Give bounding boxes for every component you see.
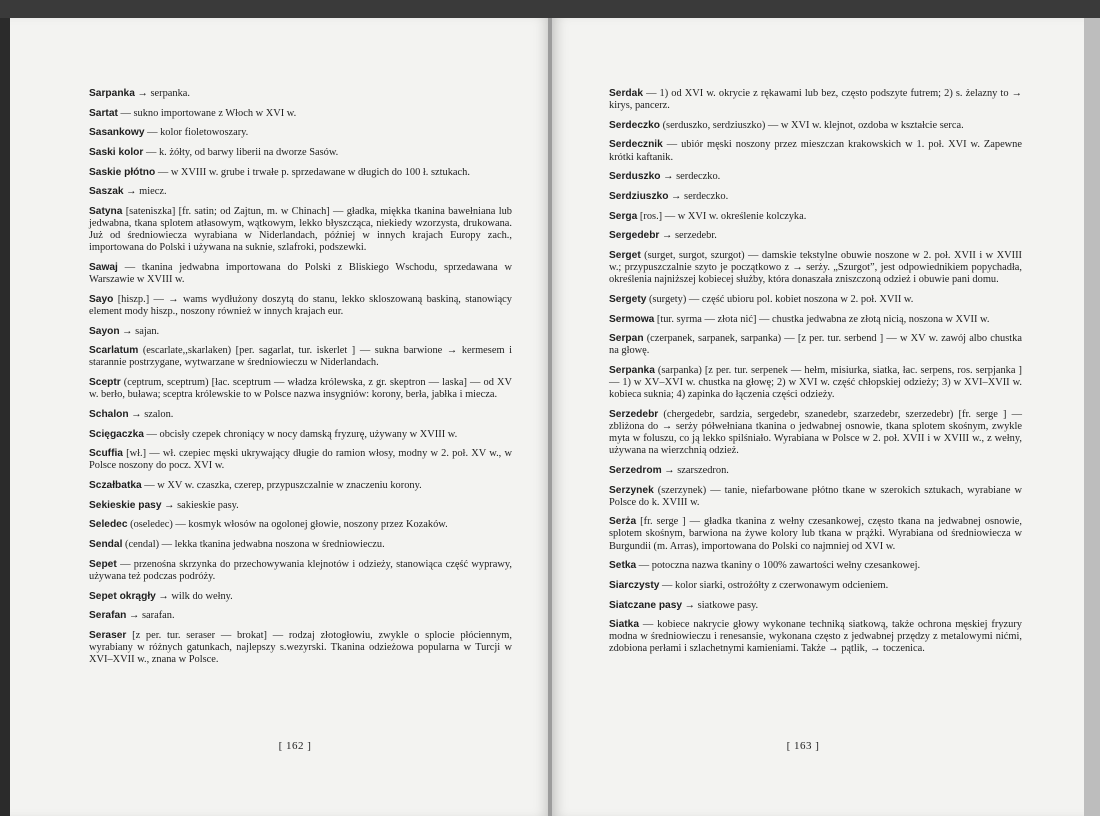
dictionary-entry [89, 630, 512, 666]
dictionary-entry [609, 516, 1022, 552]
entry-term: Serdecznik [609, 139, 663, 151]
entry-term: Sermowa [609, 313, 655, 325]
entry-term: Sarpanka [89, 88, 135, 99]
dictionary-entry [89, 409, 512, 421]
entry-term: Siatczane pasy [609, 599, 683, 611]
entry-definition: [hiszp.] — → wams wydłużony doszytą do stanu, lekko skloszowaną baskiną, stanowiący element mody hiszp., noszony również w innych krajach eur. [89, 293, 512, 317]
dictionary-entry [609, 333, 1022, 357]
entry-term: Serzedebr [609, 408, 659, 420]
entry-definition: (surget, surgot, szurgot) — damskie tekstylne obuwie noszone w 2. poł. XVII i w XVIII w.; przypuszczalnie szyto je początkowo z → serży. „Szurgot”, jest odpowiednikiem popychadła, określenia najniższej kobiecej służby, która donaszała zniszczoną odzież i obuwie pani domu. [609, 250, 1022, 286]
entry-definition: (szerzynek) — tanie, niefarbowane płótno tkane w szerokich sztukach, wyrabiane w Polsce do k. XVIII w. [609, 484, 1022, 508]
entry-definition: — k. żółty, od barwy liberii na dworze Sasów. [143, 147, 339, 159]
entry-definition: → wilk do wełny. [155, 590, 233, 602]
dictionary-entry [89, 88, 512, 100]
entry-definition: — ubiór męski noszony przez mieszczan krakowskich w 1. poł. XVI w. Zapewne krótki kaftanik. [609, 139, 1022, 163]
entry-definition: — kolor fioletowoszary. [144, 127, 249, 139]
entry-definition: (sarpanka) [z per. tur. serpenek — hełm, misiurka, siatka, łac. serpens, ros. serpjanka ] — 1) w XV–XVI w. chustka na głowę; 2) w XVI w. część chłopskiej odzieży; 3) w XVI–XVII w. kobieca suknia; 4) zapinka do łączenia części odzieży. [609, 365, 1022, 401]
entry-term: Scarlatum [89, 345, 139, 357]
left-column [89, 88, 512, 674]
entry-definition: — w XVIII w. grube i trwałe p. sprzedawane w długich do 100 ł. sztukach. [155, 166, 470, 178]
entry-definition: — obcisły czepek chroniący w nocy damską fryzurę, używany w XVIII w. [143, 428, 458, 440]
left-page [10, 18, 550, 816]
entry-definition: — w XV w. czaszka, czerep, przypuszczalnie w znaczeniu korony. [141, 480, 422, 492]
entry-definition: — przenośna skrzynka do przechowywania klejnotów i odzieży, stanowiąca część wyprawy, używana też podczas podróży. [89, 558, 512, 582]
dictionary-entry [609, 600, 1022, 612]
entry-term: Serafan [89, 610, 127, 622]
entry-definition: (czerpanek, sarpanek, sarpanka) — [z per. tur. serbend ] — w XV w. zawój albo chustka na głowę. [609, 333, 1022, 357]
entry-definition: → szarszedron. [661, 464, 729, 476]
dictionary-entry [89, 294, 512, 318]
entry-term: Sasankowy [89, 127, 145, 139]
entry-term: Serpanka [609, 365, 655, 377]
entry-definition: → sarafan. [126, 610, 175, 622]
entry-definition: (cendal) — lekka tkanina jedwabna noszona w średniowieczu. [122, 539, 385, 551]
dictionary-entry [609, 409, 1022, 457]
entry-term: Sepet [89, 558, 117, 570]
dictionary-entry [89, 519, 512, 531]
right-column [609, 88, 1022, 663]
entry-definition: → sajan. [119, 325, 160, 337]
dictionary-entry [609, 365, 1022, 401]
entry-term: Serzedrom [609, 464, 662, 476]
entry-definition: [wł.] — wł. czepiec męski ukrywający długie do ramion włosy, modny w 2. poł. XV w., w Polsce noszony do pocz. XVI w. [89, 448, 512, 472]
entry-term: Sartat [89, 107, 118, 119]
dictionary-entry [609, 580, 1022, 592]
dictionary-entry [89, 500, 512, 512]
dictionary-entry [89, 186, 512, 198]
dictionary-entry [609, 88, 1022, 112]
entry-definition: (oseledec) — kosmyk włosów na ogolonej głowie, noszony przez Kozaków. [127, 519, 448, 531]
dictionary-entry [609, 314, 1022, 326]
page-number-left: [ 162 ] [278, 740, 312, 752]
entry-term: Sczałbatka [89, 480, 142, 492]
dictionary-entry [89, 345, 512, 369]
entry-term: Siatka [609, 619, 640, 631]
entry-term: Setka [609, 560, 637, 572]
dictionary-entry [89, 206, 512, 254]
entry-definition: → miecz. [123, 186, 167, 198]
dictionary-entry [609, 465, 1022, 477]
entry-term: Serdeczko [609, 119, 660, 131]
dictionary-entry [609, 485, 1022, 509]
dictionary-entry [609, 230, 1022, 242]
dictionary-entry [89, 262, 512, 286]
dictionary-entry [89, 167, 512, 179]
entry-term: Sergedebr [609, 230, 660, 242]
dictionary-entry [609, 560, 1022, 572]
entry-term: Sekieskie pasy [89, 499, 162, 511]
entry-term: Sayo [89, 293, 114, 305]
dictionary-entry [609, 139, 1022, 163]
dictionary-entry [89, 591, 512, 603]
entry-term: Saszak [89, 186, 124, 198]
entry-definition: — tkanina jedwabna importowana do Polski z Bliskiego Wschodu, sprzedawana w Warszawie w XVIII w. [89, 262, 512, 286]
entry-definition: — 1) od XVI w. okrycie z rękawami lub bez, często podszyte futrem; 2) s. żelazny to → kirys, pancerz. [609, 88, 1022, 112]
entry-term: Seledec [89, 519, 128, 531]
dictionary-entry [609, 211, 1022, 223]
entry-definition: [sateniszka] [fr. satin; od Zajtun, m. w Chinach] — gładka, miękka tkanina bawełniana lub jedwabna, tkana splotem atłasowym, wątkowym, lekko błyszcząca, niekiedy wzorzysta, drukowana. Już od średniowiecza wyrabiana w Niderlandach, później w innych krajach Europy zach., importowana do Polski i używana na suknie, szlafroki, podszewki. [89, 206, 512, 254]
entry-term: Serdziuszko [609, 190, 669, 202]
dictionary-entry [89, 429, 512, 441]
entry-term: Serget [609, 250, 641, 261]
dictionary-entry [89, 448, 512, 472]
entry-definition: [z per. tur. seraser — brokat] — rodzaj złotogłowiu, zwykle o splocie płóciennym, wyrabiany w różnych gatunkach, najlepszy s.wezyrski. Tkanina odzieżowa popularna w Turcji w XVI–XVII w., znana w Polsce. [89, 629, 512, 666]
entry-definition: → serpanka. [134, 88, 190, 99]
dictionary-entry [89, 480, 512, 492]
entry-definition: — kolor siarki, ostrożółty z czerwonawym odcieniem. [659, 579, 889, 591]
entry-term: Sceptr [89, 377, 121, 389]
entry-term: Sendal [89, 539, 123, 551]
dictionary-entry [89, 559, 512, 583]
right-page [552, 18, 1084, 816]
entry-definition: (serduszko, serdziuszko) — w XVI w. klejnot, ozdoba w kształcie serca. [659, 119, 964, 131]
entry-term: Seraser [89, 629, 127, 641]
entry-definition: — kobiece nakrycie głowy wykonane techniką siatkową, także ochrona męskiej fryzury modna w średniowieczu i renesansie, wykonana często z jedwabnej przędzy z metalowymi nićmi, zdobiona perłami i szlachetnymi kamieniami. Także → pątlik, → toczenica. [609, 619, 1022, 655]
entry-term: Saskie płótno [89, 166, 156, 178]
entry-term: Satyna [89, 206, 123, 218]
entry-definition: → serzedebr. [659, 230, 717, 242]
entry-definition: — potoczna nazwa tkaniny o 100% zawartości wełny czesankowej. [636, 560, 921, 572]
entry-definition: (chergedebr, sardzia, sergedebr, szanedebr, szarzedebr, szerzedebr) [fr. serge ] — zbliżona do → serży półwełniana tkanina o jedwabnej osnowie, tkana splotem skośnym, zwykle myta w foluszu, co ją lekko spilśniało. Wyrabiana w Polsce w 2. poł. XVII i w XVIII w., z wełny, używana na wierzchnią odzież. [609, 408, 1022, 457]
dictionary-entry [89, 147, 512, 159]
dictionary-entry [609, 294, 1022, 306]
entry-definition: → siatkowe pasy. [682, 599, 759, 611]
dictionary-entry [609, 171, 1022, 183]
entry-term: Serduszko [609, 171, 661, 183]
entry-term: Serzynek [609, 484, 654, 496]
entry-definition: → serdeczko. [668, 190, 729, 202]
entry-definition: [tur. syrma — złota nić] — chustka jedwabna ze złotą nicią, noszona w XVII w. [654, 313, 990, 325]
entry-term: Serpan [609, 333, 644, 345]
entry-definition: → serdeczko. [660, 171, 721, 183]
entry-definition: (surgety) — część ubioru pol. kobiet noszona w 2. poł. XVII w. [646, 293, 914, 305]
dictionary-entry [89, 127, 512, 139]
entry-term: Serga [609, 210, 638, 222]
entry-term: Serża [609, 516, 637, 528]
dictionary-entry [609, 191, 1022, 203]
dictionary-entry [89, 539, 512, 551]
entry-term: Sawaj [89, 262, 118, 274]
entry-definition: → sakieskie pasy. [161, 499, 239, 511]
entry-term: Sergety [609, 293, 647, 305]
dictionary-entry [609, 250, 1022, 286]
scan-background [0, 0, 1100, 18]
entry-term: Siarczysty [609, 579, 660, 591]
entry-term: Sayon [89, 325, 120, 337]
dictionary-entry [89, 610, 512, 622]
entry-definition: — sukno importowane z Włoch w XVI w. [117, 107, 297, 119]
dictionary-entry [89, 377, 512, 401]
dictionary-entry [89, 108, 512, 120]
dictionary-entry [89, 326, 512, 338]
entry-definition: [ros.] — w XVI w. określenie kolczyka. [637, 210, 807, 222]
entry-definition: → szalon. [128, 408, 174, 420]
dictionary-entry [609, 120, 1022, 132]
entry-term: Schalon [89, 408, 129, 420]
entry-definition: (escarlate,,skarlaken) [per. sagarlat, tur. iskerlet ] — sukna barwione → kermesem i starannie postrzygane, wytwarzane w średniowieczu w Niderlandach. [89, 345, 512, 369]
entry-term: Scięgaczka [89, 428, 144, 440]
entry-term: Saski kolor [89, 147, 144, 159]
entry-term: Serdak [609, 88, 643, 99]
entry-term: Sepet okrągły [89, 590, 156, 602]
entry-term: Scuffia [89, 448, 123, 460]
scan-edge [1084, 18, 1100, 816]
entry-definition: [fr. serge ] — gładka tkanina z wełny czesankowej, często tkana na jedwabnej osnowie, splotem skośnym, barwiona na żywe kolory lub tkana w prążki. Wyrabiana od średniowiecza w Burgundii (m. Arras), importowana do Polski co najmniej od XVI w. [609, 516, 1022, 552]
dictionary-entry [609, 619, 1022, 655]
page-number-right: [ 163 ] [786, 740, 820, 752]
entry-definition: (ceptrum, sceptrum) [łac. sceptrum — władza królewska, z gr. skeptron — laska] — od XV w. berło, buława; sceptra królewskie to w Polsce nazwa insygniów: korony, berła, jabłka i miecza. [89, 377, 512, 401]
